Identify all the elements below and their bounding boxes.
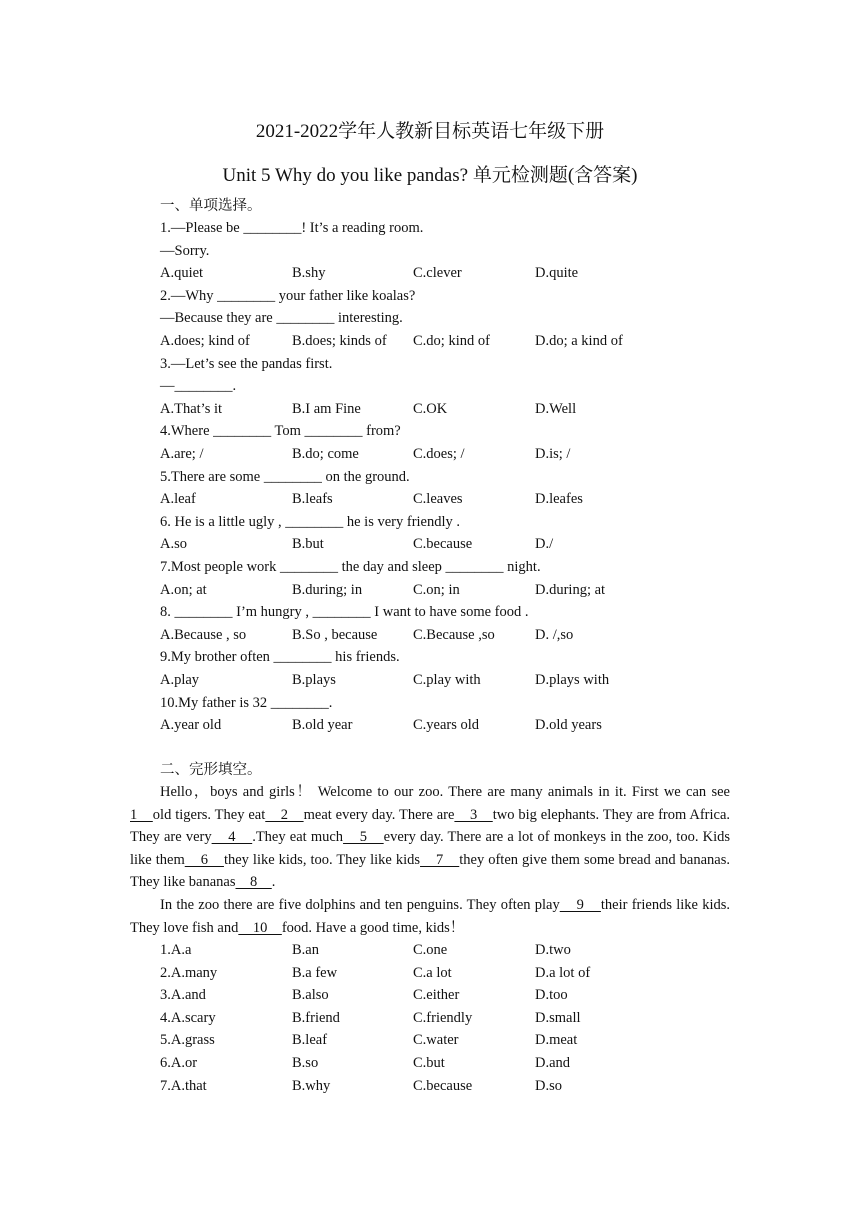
- answer-option: D./: [535, 536, 554, 553]
- paragraph-text: every day. There are a lot of monkeys in the zoo, too. Kids like them: [130, 829, 731, 868]
- question-stem: 1.—Please be ________! It’s a reading room.: [160, 220, 424, 236]
- answer-option: D. /,so: [535, 626, 574, 643]
- cloze-option: B.also: [292, 987, 329, 1004]
- answer-option: A.That’s it: [160, 400, 223, 417]
- cloze-option: C.friendly: [413, 1009, 473, 1026]
- answer-option: C.because: [413, 536, 473, 553]
- answer-option: A.on; at: [160, 581, 207, 598]
- question-stem: 6. He is a little ugly , ________ he is very friendly .: [160, 513, 461, 530]
- answer-option: A.are; /: [160, 446, 204, 462]
- paragraph-text: meat every day. There are: [303, 806, 455, 823]
- paragraph-text: .: [271, 874, 276, 891]
- answer-option: A.quiet: [160, 265, 204, 282]
- cloze-option: B.leaf: [292, 1032, 328, 1049]
- paragraph-text: .They eat much: [252, 829, 344, 846]
- answer-option: B.during; in: [292, 581, 363, 598]
- answer-option: C.does; /: [413, 446, 465, 462]
- answer-option: D.during; at: [535, 581, 606, 598]
- answer-option: D.old years: [535, 717, 602, 734]
- cloze-option: D.a lot of: [535, 964, 591, 981]
- answer-option: A.year old: [160, 717, 222, 734]
- cloze-blank: 10: [238, 919, 282, 936]
- paragraph-text: they like kids, too. They like kids: [223, 851, 421, 868]
- paragraph-text: two big elephants. They are from Africa. They are very: [130, 806, 731, 846]
- cloze-blank: 4: [211, 829, 253, 846]
- answer-option: A.does; kind of: [160, 333, 250, 349]
- cloze-option: D.and: [535, 1055, 571, 1071]
- cloze-option: C.a lot: [413, 964, 452, 981]
- question-stem: 10.My father is 32 ________.: [160, 694, 333, 711]
- section1-heading: 一、单项选择。: [160, 198, 262, 214]
- cloze-option: B.why: [292, 1077, 331, 1094]
- cloze-blank: 3: [454, 806, 493, 823]
- cloze-blank: 1: [130, 806, 153, 823]
- paragraph-text: they often give them some bread and bananas. They like bananas: [130, 851, 730, 891]
- answer-option: D.Well: [535, 400, 577, 417]
- question-stem: 3.—Let’s see the pandas first.: [160, 355, 333, 372]
- cloze-option: C.water: [413, 1032, 459, 1049]
- answer-option: A.so: [160, 536, 187, 553]
- answer-option: A.Because , so: [160, 626, 247, 643]
- cloze-option: 7.A.that: [160, 1077, 207, 1094]
- answer-option: C.OK: [413, 400, 448, 417]
- answer-option: B.old year: [292, 717, 353, 734]
- answer-option: B.I am Fine: [292, 400, 361, 417]
- question-stem: 4.Where ________ Tom ________ from?: [160, 423, 401, 440]
- cloze-paragraph-2: [130, 894, 730, 939]
- answer-option: B.do; come: [292, 446, 359, 462]
- cloze-option: D.meat: [535, 1032, 578, 1049]
- question-stem: —Because they are ________ interesting.: [160, 310, 403, 327]
- question-stem: —Sorry.: [160, 242, 210, 259]
- cloze-blank: 9: [559, 897, 601, 913]
- cloze-option: 4.A.scary: [160, 1009, 216, 1026]
- cloze-blank: 7: [420, 851, 460, 868]
- answer-option: C.clever: [413, 265, 462, 282]
- paragraph-text: In the zoo there are five dolphins and ten penguins. They often play: [160, 897, 560, 913]
- question-stem: 5.There are some ________ on the ground.: [160, 468, 410, 485]
- answer-option: C.play with: [413, 672, 481, 688]
- answer-option: B.but: [292, 536, 324, 553]
- question-stem: 7.Most people work ________ the day and sleep ________ night.: [160, 559, 541, 575]
- answer-option: C.years old: [413, 717, 480, 734]
- cloze-option: B.so: [292, 1055, 319, 1071]
- answer-option: B.plays: [292, 672, 336, 688]
- cloze-blank: 6: [184, 851, 224, 868]
- question-stem: 8. ________ I’m hungry , ________ I want to have some food .: [160, 604, 529, 621]
- answer-option: D.is; /: [535, 446, 571, 462]
- cloze-option: B.an: [292, 942, 319, 958]
- cloze-option: B.friend: [292, 1009, 340, 1026]
- answer-option: A.leaf: [160, 491, 196, 508]
- answer-option: C.on; in: [413, 581, 460, 598]
- answer-option: C.do; kind of: [413, 333, 490, 349]
- cloze-option: C.but: [413, 1055, 445, 1071]
- answer-option: B.So , because: [292, 626, 378, 643]
- answer-option: C.leaves: [413, 491, 463, 508]
- paragraph-text: Hello，boys and girls！ Welcome to our zoo. There are many animals in it. First we can see: [160, 784, 730, 800]
- question-stem: 2.—Why ________ your father like koalas?: [160, 287, 416, 304]
- cloze-option: 5.A.grass: [160, 1032, 215, 1049]
- answer-option: D.leafes: [535, 491, 583, 508]
- answer-option: B.does; kinds of: [292, 333, 387, 349]
- cloze-option: 3.A.and: [160, 987, 206, 1004]
- cloze-option: D.too: [535, 987, 568, 1004]
- answer-option: D.do; a kind of: [535, 333, 623, 349]
- doc-title-line1: 2021-2022学年人教新目标英语七年级下册: [255, 121, 605, 142]
- paragraph-text: old tigers. They eat: [152, 806, 266, 823]
- cloze-blank: 5: [343, 829, 384, 846]
- cloze-option: C.one: [413, 942, 448, 958]
- section2-heading: 二、完形填空。: [160, 762, 262, 778]
- cloze-option: 6.A.or: [160, 1055, 198, 1071]
- cloze-option: B.a few: [292, 964, 338, 981]
- cloze-option: D.small: [535, 1009, 581, 1026]
- cloze-option: D.two: [535, 942, 571, 958]
- paragraph-text: their friends like kids. They love fish and: [130, 897, 731, 936]
- cloze-blank: 2: [265, 806, 304, 823]
- answer-option: B.leafs: [292, 491, 333, 508]
- question-stem: —________.: [160, 378, 237, 395]
- cloze-option: C.either: [413, 987, 460, 1004]
- cloze-option: 2.A.many: [160, 964, 218, 981]
- cloze-option: 1.A.a: [160, 942, 192, 958]
- answer-option: D.quite: [535, 265, 579, 282]
- cloze-blank: 8: [235, 874, 272, 891]
- answer-option: B.shy: [292, 265, 326, 282]
- cloze-option: D.so: [535, 1077, 562, 1094]
- paragraph-text: food. Have a good time, kids！: [281, 919, 465, 936]
- cloze-paragraph-1: [130, 781, 730, 894]
- answer-option: D.plays with: [535, 672, 610, 688]
- question-stem: 9.My brother often ________ his friends.: [160, 649, 400, 666]
- doc-title-line2: Unit 5 Why do you like pandas? 单元检测题(含答案): [222, 165, 638, 186]
- answer-option: A.play: [160, 672, 200, 688]
- cloze-option: C.because: [413, 1077, 473, 1094]
- answer-option: C.Because ,so: [413, 626, 495, 643]
